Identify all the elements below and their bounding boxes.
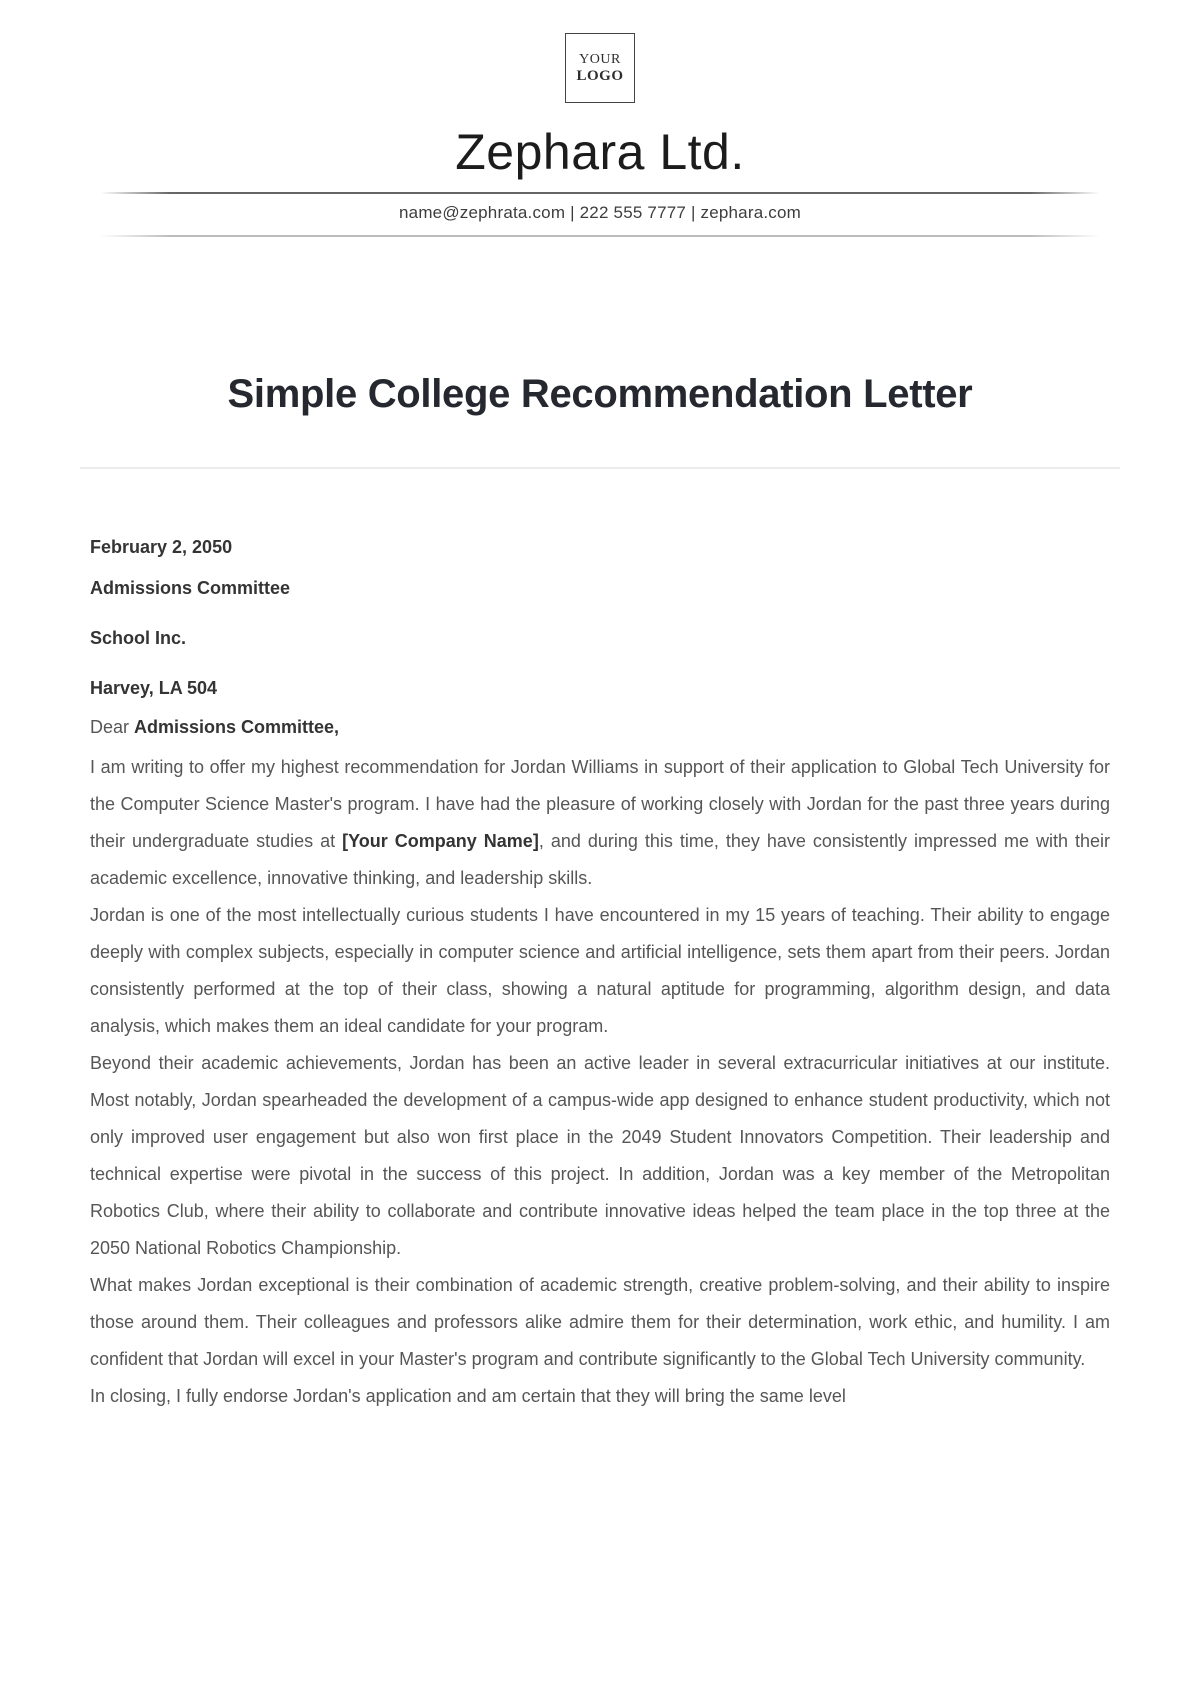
letter-body	[0, 529, 1200, 1415]
title-divider	[80, 467, 1120, 469]
paragraph-2: Jordan is one of the most intellectually curious students I have encountered in my 15 years of teaching. Their ability to engage deeply with complex subjects, especially in computer science and artificial intelligence, sets them apart from their peers. Jordan consistently performed at the top of their class, showing a natural aptitude for programming, algorithm design, and data analysis, which makes them an ideal candidate for your program.	[90, 904, 1110, 1036]
header-rule-top	[100, 192, 1100, 194]
letter-date: February 2, 2050	[90, 536, 233, 557]
paragraph-3: Beyond their academic achievements, Jordan has been an active leader in several extracurricular initiatives at our institute. Most notably, Jordan spearheaded the development of a campus-wide app designed to enhance student productivity, which not only improved user engagement but also won first place in the 2049 Student Innovators Competition. Their leadership and technical expertise were pivotal in the success of this project. In addition, Jordan was a key member of the Metropolitan Robotics Club, where their ability to collaborate and contribute innovative ideas helped the team place in the top three at the 2050 National Robotics Championship.	[90, 1052, 1110, 1258]
recipient-name: Admissions Committee	[90, 577, 291, 598]
paragraph-4: What makes Jordan exceptional is their combination of academic strength, creative problem-solving, and their ability to inspire those around them. Their colleagues and professors alike admire them for their determination, work ethic, and humility. I am confident that Jordan will excel in your Master's program and contribute significantly to the Global Tech University community.	[90, 1274, 1110, 1369]
letterhead	[0, 0, 1200, 237]
salutation	[90, 709, 1110, 746]
page-title: Simple College Recommendation Letter	[227, 371, 973, 416]
contact-line: name@zephrata.com | 222 555 7777 | zephara.com	[399, 203, 801, 222]
header-rule-bottom	[100, 235, 1100, 237]
header-rule-top-wrap	[0, 192, 1200, 194]
salutation-name: Admissions Committee,	[134, 716, 340, 737]
salutation-prefix: Dear	[90, 716, 135, 737]
logo-text-your: YOUR	[579, 51, 621, 67]
paragraph-1	[90, 749, 1110, 897]
company-name-placeholder: [Your Company Name]	[342, 830, 539, 851]
paragraph-5: In closing, I fully endorse Jordan's application and am certain that they will bring the same level	[90, 1385, 846, 1406]
title-divider-wrap	[0, 467, 1200, 469]
paragraph-1-text-after: , and during this time, they have consistently impressed me with their academic excellence, innovative thinking, and leadership skills.	[90, 830, 1110, 888]
company-logo	[565, 33, 635, 103]
header-rule-bottom-wrap	[0, 235, 1200, 237]
paragraph-1-text-before: I am writing to offer my highest recommendation for Jordan Williams in support of their application to Global Tech University for the Computer Science Master's program. I have had the pleasure of working closely with Jordan for the past three years during their undergraduate studies at	[90, 756, 1110, 851]
recipient-address: Harvey, LA 504	[90, 677, 218, 698]
recipient-organization: School Inc.	[90, 627, 187, 648]
logo-text-logo: LOGO	[576, 67, 624, 84]
company-name: Zephara Ltd.	[455, 124, 745, 180]
